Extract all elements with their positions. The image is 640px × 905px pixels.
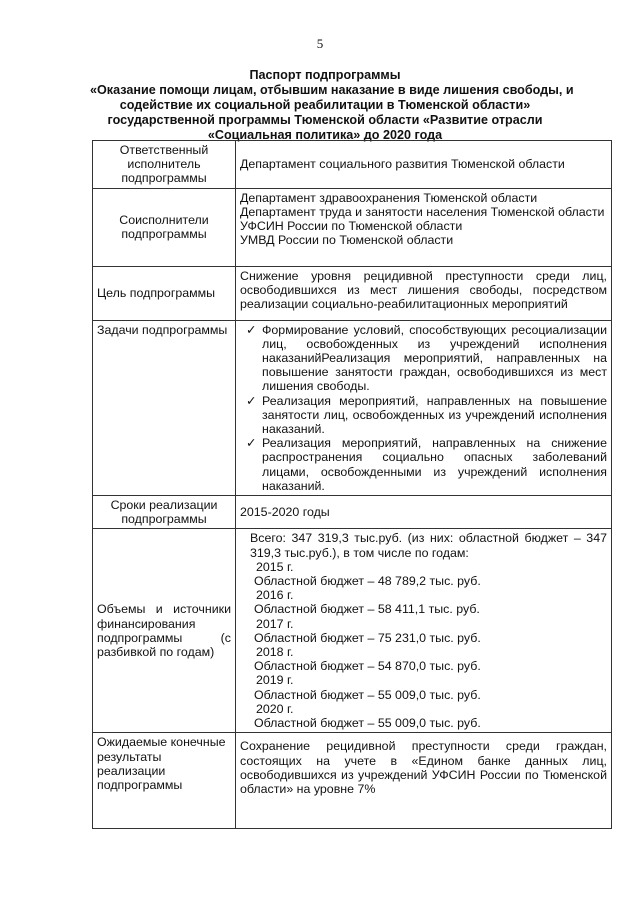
title-line: Паспорт подпрограммы: [249, 68, 401, 82]
terms-label: Сроки реализации подпрограммы: [93, 496, 236, 529]
task-text: Реализация мероприятий, направленных на повышение занятости лиц, освобожденных из учреждений исполнения наказаний.: [262, 393, 607, 437]
tasks-value: [236, 320, 612, 495]
page-number: 5: [316, 36, 324, 51]
row-executor: [93, 141, 612, 189]
passport-table: [92, 140, 612, 829]
task-item: [240, 436, 607, 493]
financing-value: [236, 529, 612, 733]
coexecutors-value: [236, 188, 612, 266]
financing-total: Всего: 347 319,3 тыс.руб. (из них: областной бюджет – 347 319,3 тыс.руб.), в том числе по годам:: [250, 531, 607, 560]
checkmark-icon: ✓: [246, 436, 257, 451]
title-line: содействие их социальной реабилитации в Тюменской области»: [119, 98, 531, 112]
financing-year: 2019 г.: [256, 673, 294, 688]
financing-year: 2015 г.: [256, 559, 294, 574]
financing-year: 2017 г.: [256, 616, 294, 631]
financing-line: Областной бюджет – 48 789,2 тыс. руб.: [254, 574, 481, 589]
row-results: [93, 733, 612, 829]
financing-line: Областной бюджет – 75 231,0 тыс. руб.: [254, 630, 481, 645]
task-text: Формирование условий, способствующих ресоциализации лиц, освобожденных из учреждений исполнения наказанийРеализация мероприятий, направленных на повышение занятости граждан, освободившихся из мест лишения свободы.: [262, 322, 607, 394]
task-text: Реализация мероприятий, направленных на снижение распространения социально опасных заболеваний лицами, освобожденными из учреждений исполнения наказаний.: [262, 436, 607, 493]
title-line: «Социальная политика» до 2020 года: [207, 128, 443, 142]
coexecutor-item: УФСИН России по Тюменской области: [240, 219, 463, 234]
document-title: [90, 68, 574, 143]
financing-label: Объемы и источники финансирования подпрограммы (с разбивкой по годам): [93, 529, 236, 733]
row-terms: [93, 496, 612, 529]
goal-label: Цель подпрограммы: [93, 266, 236, 320]
coexecutor-item: Департамент здравоохранения Тюменской области: [240, 190, 538, 205]
financing-line: Областной бюджет – 55 009,0 тыс. руб.: [254, 716, 481, 731]
financing-year: 2018 г.: [256, 645, 294, 660]
financing-line: Областной бюджет – 58 411,1 тыс. руб.: [254, 602, 480, 617]
row-financing: [93, 529, 612, 733]
financing-year: 2020 г.: [256, 701, 294, 716]
task-item: [240, 394, 607, 437]
checkmark-icon: ✓: [246, 322, 257, 337]
goal-value: Снижение уровня рецидивной преступности среди лиц, освободившихся из мест лишения свободы, посредством реализации социально-реабилитационных мероприятий: [236, 266, 612, 320]
financing-line: Областной бюджет – 55 009,0 тыс. руб.: [254, 687, 481, 702]
row-goal: [93, 266, 612, 320]
financing-year: 2016 г.: [256, 588, 294, 603]
results-label: Ожидаемые конечные результаты реализации подпрограммы: [93, 733, 236, 829]
executor-value: Департамент социального развития Тюменской области: [236, 141, 612, 189]
title-line: государственной программы Тюменской области «Развитие отрасли: [107, 113, 543, 127]
row-coexecutors: [93, 188, 612, 266]
coexecutors-label: Соисполнители подпрограммы: [93, 188, 236, 266]
results-value: Сохранение рецидивной преступности среди граждан, состоящих на учете в «Едином банке данных лиц, освободившихся из учреждений УФСИН России по Тюменской области» на уровне 7%: [236, 733, 612, 829]
executor-label: Ответственный исполнитель подпрограммы: [93, 141, 236, 189]
row-tasks: [93, 320, 612, 495]
title-line: «Оказание помощи лицам, отбывшим наказание в виде лишения свободы, и: [90, 83, 574, 97]
checkmark-icon: ✓: [246, 393, 257, 408]
coexecutor-item: Департамент труда и занятости населения Тюменской области: [240, 204, 605, 219]
tasks-label: Задачи подпрограммы: [93, 320, 236, 495]
task-item: [240, 323, 607, 394]
coexecutor-item: УМВД России по Тюменской области: [240, 233, 454, 248]
terms-value: 2015-2020 годы: [236, 496, 612, 529]
financing-line: Областной бюджет – 54 870,0 тыс. руб.: [254, 659, 481, 674]
